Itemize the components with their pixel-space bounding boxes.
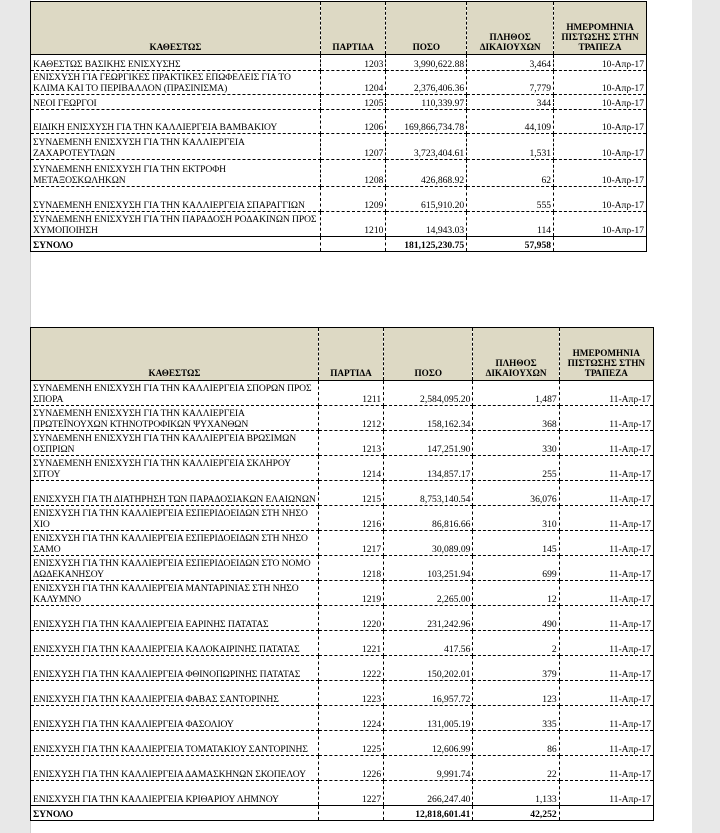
batch-cell: 1224 (318, 706, 383, 731)
total-row (31, 237, 647, 252)
status-cell: ΕΝΙΣΧΥΣΗ ΓΙΑ ΤΗΝ ΚΑΛΛΙΕΡΓΕΙΑ ΕΣΠΕΡΙΔΟΕΙΔΩΝ ΣΤΟ ΝΟΜΟ ΔΩΔΕΚΑΝΗΣΟΥ (31, 556, 319, 581)
header-credit-date: ΗΜΕΡΟΜΗΝΙΑ ΠΙΣΤΩΣΗΣ ΣΤΗΝ ΤΡΑΠΕΖΑ (554, 2, 647, 55)
amount-cell: 103,251.94 (384, 556, 473, 581)
beneficiaries-cell: 62 (467, 160, 554, 187)
credit-date-cell: 11-Απρ-17 (559, 406, 653, 431)
beneficiaries-cell: 368 (473, 406, 559, 431)
status-cell: ΕΝΙΣΧΥΣΗ ΓΙΑ ΤΗΝ ΚΑΛΛΙΕΡΓΕΙΑ ΚΡΙΘΑΡΙΟΥ ΛΗΜΝΟΥ (31, 781, 319, 806)
amount-cell: 3,990,622.88 (386, 55, 467, 71)
amount-cell: 9,991.74 (384, 756, 473, 781)
beneficiaries-cell: 123 (473, 681, 559, 706)
total-beneficiaries: 42,252 (473, 806, 559, 821)
table-row (31, 731, 654, 756)
status-cell: ΣΥΝΔΕΜΕΝΗ ΕΝΙΣΧΥΣΗ ΓΙΑ ΤΗΝ ΚΑΛΛΙΕΡΓΕΙΑ ΣΠΟΡΩΝ ΠΡΟΣ ΣΠΟΡΑ (31, 381, 319, 406)
amount-cell: 266,247.40 (384, 781, 473, 806)
status-cell: ΕΝΙΣΧΥΣΗ ΓΙΑ ΤΗΝ ΚΑΛΛΙΕΡΓΕΙΑ ΤΟΜΑΤΑΚΙΟΥ ΣΑΝΤΟΡΙΝΗΣ (31, 731, 319, 756)
amount-cell: 158,162.34 (384, 406, 473, 431)
credit-date-cell: 11-Απρ-17 (559, 781, 653, 806)
beneficiaries-cell: 2 (473, 631, 559, 656)
table-row (31, 531, 654, 556)
total-label: ΣΥΝΟΛΟ (31, 806, 319, 821)
batch-cell: 1225 (318, 731, 383, 756)
status-cell: ΣΥΝΔΕΜΕΝΗ ΕΝΙΣΧΥΣΗ ΓΙΑ ΤΗΝ ΠΑΡΑΔΟΣΗ ΡΟΔΑΚΙΝΩΝ ΠΡΟΣ ΧΥΜΟΠΟΙΗΣΗ (31, 212, 321, 237)
table-row (31, 656, 654, 681)
credit-date-cell: 10-Απρ-17 (554, 160, 647, 187)
amount-cell: 134,857.17 (384, 456, 473, 481)
table-row (31, 212, 647, 237)
credit-date-cell: 10-Απρ-17 (554, 110, 647, 134)
table-row (31, 756, 654, 781)
status-cell: ΣΥΝΔΕΜΕΝΗ ΕΝΙΣΧΥΣΗ ΓΙΑ ΤΗΝ ΕΚΤΡΟΦΗ ΜΕΤΑΞΟΣΚΩΛΗΚΩΝ (31, 160, 321, 187)
beneficiaries-cell: 379 (473, 656, 559, 681)
table-row (31, 187, 647, 212)
table-row (31, 381, 654, 406)
batch-cell: 1221 (318, 631, 383, 656)
status-cell: ΣΥΝΔΕΜΕΝΗ ΕΝΙΣΧΥΣΗ ΓΙΑ ΤΗΝ ΚΑΛΛΙΕΡΓΕΙΑ ΠΡΩΤΕΪΝΟΥΧΩΝ ΚΤΗΝΟΤΡΟΦΙΚΩΝ ΨΥΧΑΝΘΩΝ (31, 406, 319, 431)
batch-cell: 1207 (320, 134, 386, 160)
table-row (31, 71, 647, 95)
beneficiaries-cell: 1,133 (473, 781, 559, 806)
total-beneficiaries: 57,958 (467, 237, 554, 252)
credit-date-cell: 11-Απρ-17 (559, 706, 653, 731)
status-cell: ΕΝΙΣΧΥΣΗ ΓΙΑ ΓΕΩΡΓΙΚΕΣ ΠΡΑΚΤΙΚΕΣ ΕΠΩΦΕΛΕΙΣ ΓΙΑ ΤΟ ΚΛΙΜΑ ΚΑΙ ΤΟ ΠΕΡΙΒΑΛΛΟΝ (ΠΡΑΣΙΝΙΣΜΑ) (31, 71, 321, 95)
batch-cell: 1216 (318, 506, 383, 531)
amount-cell: 14,943.03 (386, 212, 467, 237)
beneficiaries-cell: 255 (473, 456, 559, 481)
batch-cell: 1208 (320, 160, 386, 187)
batch-cell: 1210 (320, 212, 386, 237)
table-row (31, 110, 647, 134)
amount-cell: 131,005.19 (384, 706, 473, 731)
viewer-right-margin (691, 0, 720, 833)
status-cell: ΕΝΙΣΧΥΣΗ ΓΙΑ ΤΗΝ ΚΑΛΛΙΕΡΓΕΙΑ ΚΑΛΟΚΑΙΡΙΝΗΣ ΠΑΤΑΤΑΣ (31, 631, 319, 656)
status-cell: ΣΥΝΔΕΜΕΝΗ ΕΝΙΣΧΥΣΗ ΓΙΑ ΤΗΝ ΚΑΛΛΙΕΡΓΕΙΑ ΣΠΑΡΑΓΓΙΩΝ (31, 187, 321, 212)
credit-date-cell: 10-Απρ-17 (554, 95, 647, 110)
credit-date-cell: 11-Απρ-17 (559, 381, 653, 406)
table-row (31, 706, 654, 731)
credit-date-cell: 11-Απρ-17 (559, 581, 653, 606)
table-row (31, 95, 647, 110)
amount-cell: 8,753,140.54 (384, 481, 473, 506)
payments-table-11-apr (30, 327, 654, 821)
amount-cell: 16,957.72 (384, 681, 473, 706)
amount-cell: 3,723,404.61 (386, 134, 467, 160)
beneficiaries-cell: 44,109 (467, 110, 554, 134)
beneficiaries-cell: 12 (473, 581, 559, 606)
beneficiaries-cell: 330 (473, 431, 559, 456)
total-label: ΣΥΝΟΛΟ (31, 237, 321, 252)
beneficiaries-cell: 490 (473, 606, 559, 631)
batch-cell: 1217 (318, 531, 383, 556)
amount-cell: 426,868.92 (386, 160, 467, 187)
table-row (31, 631, 654, 656)
table-row (31, 481, 654, 506)
credit-date-cell: 11-Απρ-17 (559, 531, 653, 556)
status-cell: ΣΥΝΔΕΜΕΝΗ ΕΝΙΣΧΥΣΗ ΓΙΑ ΤΗΝ ΚΑΛΛΙΕΡΓΕΙΑ ΣΚΛΗΡΟΥ ΣΙΤΟΥ (31, 456, 319, 481)
amount-cell: 30,089.09 (384, 531, 473, 556)
credit-date-cell: 11-Απρ-17 (559, 656, 653, 681)
batch-cell: 1226 (318, 756, 383, 781)
status-cell: ΕΝΙΣΧΥΣΗ ΓΙΑ ΤΗΝ ΚΑΛΛΙΕΡΓΕΙΑ ΔΑΜΑΣΚΗΝΩΝ ΣΚΟΠΕΛΟΥ (31, 756, 319, 781)
credit-date-cell: 10-Απρ-17 (554, 55, 647, 71)
amount-cell: 2,265.00 (384, 581, 473, 606)
table-row (31, 581, 654, 606)
batch-cell: 1206 (320, 110, 386, 134)
batch-cell: 1214 (318, 456, 383, 481)
amount-cell: 86,816.66 (384, 506, 473, 531)
batch-cell: 1204 (320, 71, 386, 95)
batch-cell: 1215 (318, 481, 383, 506)
table-row (31, 134, 647, 160)
amount-cell: 417.56 (384, 631, 473, 656)
status-cell: ΕΝΙΣΧΥΣΗ ΓΙΑ ΤΗΝ ΚΑΛΛΙΕΡΓΕΙΑ ΦΑΣΟΛΙΟΥ (31, 706, 319, 731)
batch-cell: 1213 (318, 431, 383, 456)
credit-date-cell: 11-Απρ-17 (559, 731, 653, 756)
table-row (31, 781, 654, 806)
credit-date-cell: 11-Απρ-17 (559, 431, 653, 456)
table-row (31, 406, 654, 431)
header-amount: ΠΟΣΟ (386, 2, 467, 55)
status-cell: ΚΑΘΕΣΤΩΣ ΒΑΣΙΚΗΣ ΕΝΙΣΧΥΣΗΣ (31, 55, 321, 71)
beneficiaries-cell: 555 (467, 187, 554, 212)
header-beneficiaries: ΠΛΗΘΟΣ ΔΙΚΑΙΟΥΧΩΝ (467, 2, 554, 55)
beneficiaries-cell: 114 (467, 212, 554, 237)
total-amount: 181,125,230.75 (386, 237, 467, 252)
batch-cell: 1222 (318, 656, 383, 681)
amount-cell: 110,339.97 (386, 95, 467, 110)
beneficiaries-cell: 344 (467, 95, 554, 110)
amount-cell: 615,910.20 (386, 187, 467, 212)
beneficiaries-cell: 145 (473, 531, 559, 556)
status-cell: ΕΝΙΣΧΥΣΗ ΓΙΑ ΤΗ ΔΙΑΤΗΡΗΣΗ ΤΩΝ ΠΑΡΑΔΟΣΙΑΚΩΝ ΕΛΑΙΩΝΩΝ (31, 481, 319, 506)
status-cell: ΕΝΙΣΧΥΣΗ ΓΙΑ ΤΗΝ ΚΑΛΛΙΕΡΓΕΙΑ ΜΑΝΤΑΡΙΝΙΑΣ ΣΤΗ ΝΗΣΟ ΚΑΛΥΜΝΟ (31, 581, 319, 606)
status-cell: ΕΝΙΣΧΥΣΗ ΓΙΑ ΤΗΝ ΚΑΛΛΙΕΡΓΕΙΑ ΕΣΠΕΡΙΔΟΕΙΔΩΝ ΣΤΗ ΝΗΣΟ ΧΙΟ (31, 506, 319, 531)
status-cell: ΣΥΝΔΕΜΕΝΗ ΕΝΙΣΧΥΣΗ ΓΙΑ ΤΗΝ ΚΑΛΛΙΕΡΓΕΙΑ ΒΡΩΣΙΜΩΝ ΟΣΠΡΙΩΝ (31, 431, 319, 456)
payments-table-10-apr (30, 1, 647, 252)
batch-cell: 1227 (318, 781, 383, 806)
batch-cell: 1223 (318, 681, 383, 706)
beneficiaries-cell: 22 (473, 756, 559, 781)
credit-date-cell: 11-Απρ-17 (559, 606, 653, 631)
status-cell: ΝΕΟΙ ΓΕΩΡΓΟΙ (31, 95, 321, 110)
table-row (31, 55, 647, 71)
total-row (31, 806, 654, 821)
table-row (31, 456, 654, 481)
total-date-empty (559, 806, 653, 821)
amount-cell: 169,866,734.78 (386, 110, 467, 134)
credit-date-cell: 11-Απρ-17 (559, 681, 653, 706)
header-beneficiaries: ΠΛΗΘΟΣ ΔΙΚΑΙΟΥΧΩΝ (473, 328, 559, 381)
table-row (31, 681, 654, 706)
table-row (31, 506, 654, 531)
beneficiaries-cell: 1,531 (467, 134, 554, 160)
header-status: ΚΑΘΕΣΤΩΣ (31, 328, 319, 381)
amount-cell: 147,251.90 (384, 431, 473, 456)
credit-date-cell: 11-Απρ-17 (559, 556, 653, 581)
beneficiaries-cell: 36,076 (473, 481, 559, 506)
table-row (31, 160, 647, 187)
total-batch-empty (320, 237, 386, 252)
status-cell: ΕΝΙΣΧΥΣΗ ΓΙΑ ΤΗΝ ΚΑΛΛΙΕΡΓΕΙΑ ΦΑΒΑΣ ΣΑΝΤΟΡΙΝΗΣ (31, 681, 319, 706)
amount-cell: 150,202.01 (384, 656, 473, 681)
batch-cell: 1211 (318, 381, 383, 406)
total-amount: 12,818,601.41 (384, 806, 473, 821)
total-batch-empty (318, 806, 383, 821)
header-batch: ΠΑΡΤΙΔΑ (320, 2, 386, 55)
total-date-empty (554, 237, 647, 252)
amount-cell: 231,242.96 (384, 606, 473, 631)
table-row (31, 556, 654, 581)
credit-date-cell: 10-Απρ-17 (554, 187, 647, 212)
beneficiaries-cell: 86 (473, 731, 559, 756)
beneficiaries-cell: 310 (473, 506, 559, 531)
batch-cell: 1219 (318, 581, 383, 606)
status-cell: ΕΝΙΣΧΥΣΗ ΓΙΑ ΤΗΝ ΚΑΛΛΙΕΡΓΕΙΑ ΕΣΠΕΡΙΔΟΕΙΔΩΝ ΣΤΗ ΝΗΣΟ ΣΑΜΟ (31, 531, 319, 556)
credit-date-cell: 11-Απρ-17 (559, 506, 653, 531)
status-cell: ΕΙΔΙΚΗ ΕΝΙΣΧΥΣΗ ΓΙΑ ΤΗΝ ΚΑΛΛΙΕΡΓΕΙΑ ΒΑΜΒΑΚΙΟΥ (31, 110, 321, 134)
header-status: ΚΑΘΕΣΤΩΣ (31, 2, 321, 55)
credit-date-cell: 10-Απρ-17 (554, 212, 647, 237)
batch-cell: 1209 (320, 187, 386, 212)
beneficiaries-cell: 3,464 (467, 55, 554, 71)
batch-cell: 1203 (320, 55, 386, 71)
status-cell: ΕΝΙΣΧΥΣΗ ΓΙΑ ΤΗΝ ΚΑΛΛΙΕΡΓΕΙΑ ΕΑΡΙΝΗΣ ΠΑΤΑΤΑΣ (31, 606, 319, 631)
batch-cell: 1205 (320, 95, 386, 110)
batch-cell: 1218 (318, 556, 383, 581)
batch-cell: 1220 (318, 606, 383, 631)
credit-date-cell: 11-Απρ-17 (559, 756, 653, 781)
table2-body (31, 381, 654, 821)
amount-cell: 2,584,095.20 (384, 381, 473, 406)
status-cell: ΣΥΝΔΕΜΕΝΗ ΕΝΙΣΧΥΣΗ ΓΙΑ ΤΗΝ ΚΑΛΛΙΕΡΓΕΙΑ ΖΑΧΑΡΟΤΕΥΤΛΩΝ (31, 134, 321, 160)
amount-cell: 12,606.99 (384, 731, 473, 756)
credit-date-cell: 11-Απρ-17 (559, 481, 653, 506)
beneficiaries-cell: 7,779 (467, 71, 554, 95)
beneficiaries-cell: 335 (473, 706, 559, 731)
table1-body (31, 55, 647, 252)
credit-date-cell: 11-Απρ-17 (559, 456, 653, 481)
credit-date-cell: 10-Απρ-17 (554, 71, 647, 95)
beneficiaries-cell: 1,487 (473, 381, 559, 406)
header-batch: ΠΑΡΤΙΔΑ (318, 328, 383, 381)
viewer-left-margin (0, 0, 31, 833)
beneficiaries-cell: 699 (473, 556, 559, 581)
credit-date-cell: 11-Απρ-17 (559, 631, 653, 656)
table-row (31, 606, 654, 631)
credit-date-cell: 10-Απρ-17 (554, 134, 647, 160)
header-credit-date: ΗΜΕΡΟΜΗΝΙΑ ΠΙΣΤΩΣΗΣ ΣΤΗΝ ΤΡΑΠΕΖΑ (559, 328, 653, 381)
amount-cell: 2,376,406.36 (386, 71, 467, 95)
status-cell: ΕΝΙΣΧΥΣΗ ΓΙΑ ΤΗΝ ΚΑΛΛΙΕΡΓΕΙΑ ΦΘΙΝΟΠΩΡΙΝΗΣ ΠΑΤΑΤΑΣ (31, 656, 319, 681)
batch-cell: 1212 (318, 406, 383, 431)
table-row (31, 431, 654, 456)
header-amount: ΠΟΣΟ (384, 328, 473, 381)
